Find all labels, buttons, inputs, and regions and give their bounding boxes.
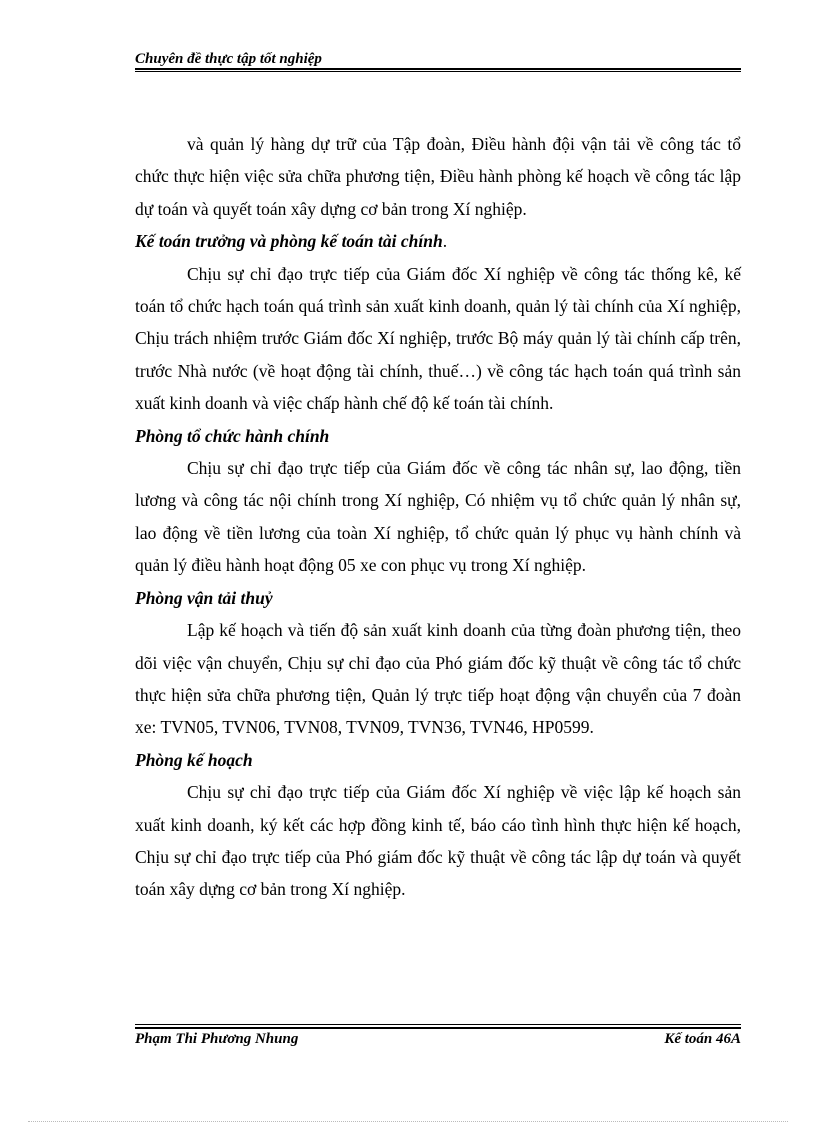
heading-suffix: . [442,231,448,252]
header-rule-thin [135,71,741,72]
paragraph-accounting: Chịu sự chỉ đạo trực tiếp của Giám đốc Xí nghiệp về công tác thống kê, kế toán tổ chức hạch toán quá trình sản xuất kinh doanh, quản lý tài chính của Xí nghiệp, Chịu trách nhiệm trước Giám đốc Xí nghiệp, trước Bộ máy quản lý tài chính cấp trên, trước Nhà nước (về hoạt động tài chính, thuế…) về công tác hạch toán quá trình sản xuất kinh doanh và việc chấp hành chế độ kế toán tài chính. [135,263,741,414]
footer-rule-thin [135,1024,741,1025]
document-body [135,128,741,906]
page-header [135,48,741,70]
page-footer [135,1029,741,1051]
paragraph-continuation: và quản lý hàng dự trữ của Tập đoàn, Điều hành đội vận tải về công tác tổ chức thực hiện việc sửa chữa phương tiện, Điều hành phòng kế hoạch về công tác lập dự toán và quyết toán xây dựng cơ bản trong Xí nghiệp. [135,134,741,219]
paragraph-planning: Chịu sự chỉ đạo trực tiếp của Giám đốc Xí nghiệp về việc lập kế hoạch sản xuất kinh doanh, ký kết các hợp đồng kinh tế, báo cáo tình hình thực hiện kế hoạch, Chịu sự chỉ đạo trực tiếp của Phó giám đốc kỹ thuật về công tác lập dự toán và quyết toán xây dựng cơ bản trong Xí nghiệp. [135,782,741,900]
section-heading-administration: Phòng tổ chức hành chính [135,425,330,446]
header-rule [135,68,741,70]
section-heading-waterway-transport: Phòng vận tải thuỷ [135,587,273,608]
footer-author: Phạm Thi Phương Nhung [135,1031,299,1047]
footer-class: Kế toán 46A [664,1031,741,1047]
header-title: Chuyên đề thực tập tốt nghiệp [135,51,322,67]
section-heading-planning: Phòng kế hoạch [135,749,253,770]
paragraph-administration: Chịu sự chỉ đạo trực tiếp của Giám đốc về công tác nhân sự, lao động, tiền lương và công tác nội chính trong Xí nghiệp, Có nhiệm vụ tổ chức quản lý nhân sự, lao động về tiền lương của toàn Xí nghiệp, tổ chức quản lý phục vụ hành chính và quản lý điều hành hoạt động 05 xe con phục vụ trong Xí nghiệp. [135,458,741,576]
heading-text: Kế toán trưởng và phòng kế toán tài chính [135,231,443,252]
section-heading-accounting [135,225,741,257]
page-bottom-border [28,1121,788,1122]
paragraph-waterway-transport: Lập kế hoạch và tiến độ sản xuất kinh doanh của từng đoàn phương tiện, theo dõi việc vận chuyển, Chịu sự chỉ đạo của Phó giám đốc kỹ thuật về công tác tổ chức thực hiện sửa chữa phương tiện, Quản lý trực tiếp hoạt động vận chuyển của 7 đoàn xe: TVN05, TVN06, TVN08, TVN09, TVN36, TVN46, HP0599. [135,620,741,738]
